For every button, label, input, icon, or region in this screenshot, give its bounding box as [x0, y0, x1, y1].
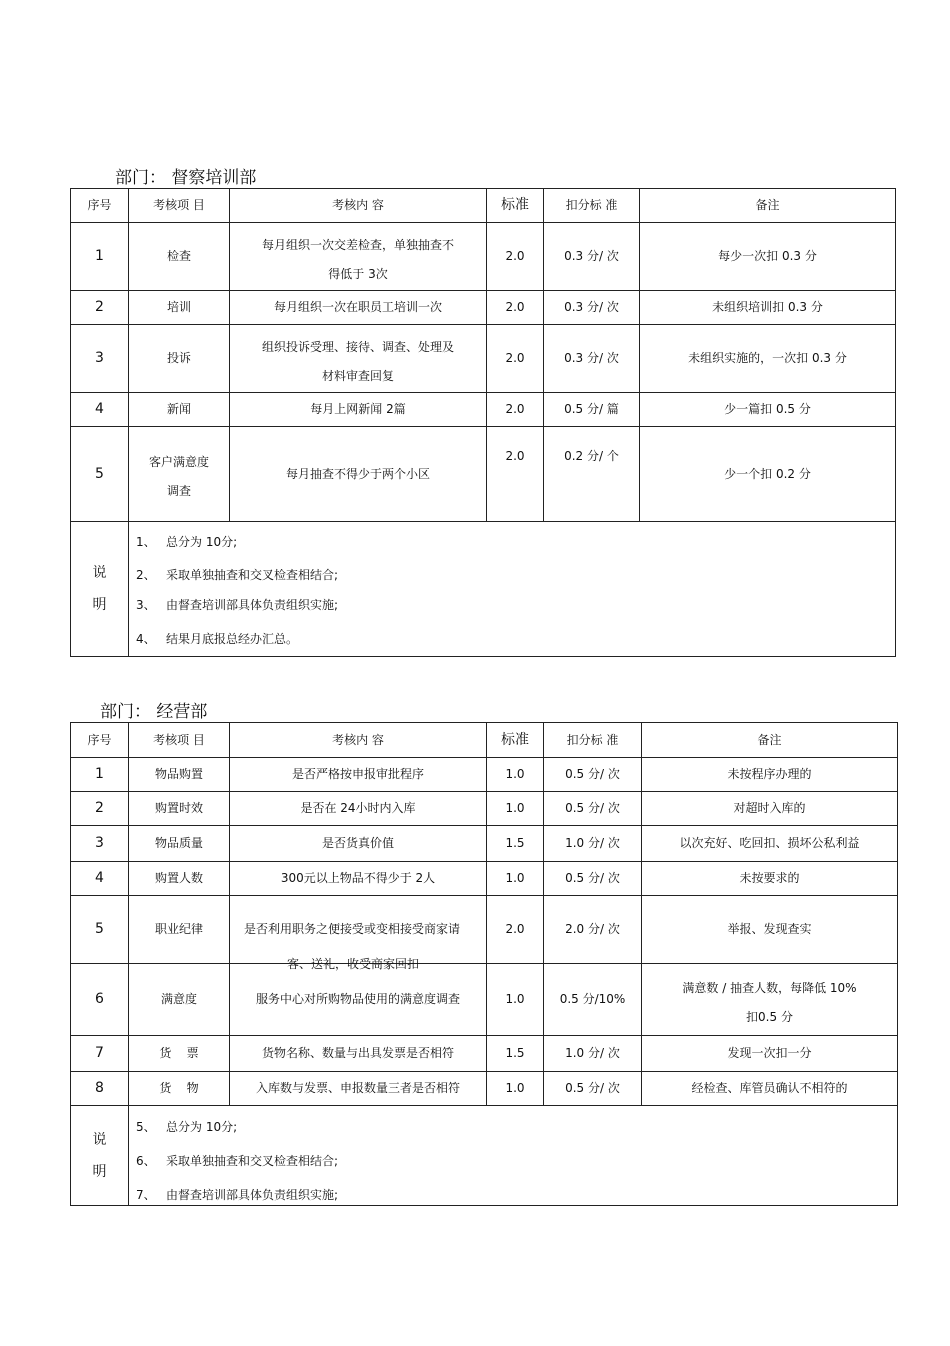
row-content — [230, 896, 487, 964]
row-deduct: 0.3 分/ 次 — [544, 291, 640, 325]
row-content: 每月上网新闻 2篇 — [230, 393, 487, 427]
header-deduct: 扣分标 准 — [544, 189, 640, 223]
table-header-row — [71, 189, 896, 223]
row-item: 新闻 — [129, 393, 230, 427]
row-no: 5 — [71, 427, 129, 522]
header-deduct: 扣分标 准 — [544, 723, 642, 758]
row-no: 4 — [71, 862, 129, 896]
header-no: 序号 — [71, 189, 129, 223]
row-no: 1 — [71, 758, 129, 792]
row-deduct: 2.0 分/ 次 — [544, 896, 642, 964]
note-number: 5、 — [136, 1120, 156, 1134]
notes-label — [71, 522, 129, 657]
header-standard: 标准 — [487, 189, 544, 223]
table-row — [71, 1072, 898, 1106]
row-item: 物品购置 — [129, 758, 230, 792]
row-content: 300元以上物品不得少于 2人 — [230, 862, 487, 896]
row-item: 职业纪律 — [129, 896, 230, 964]
note-number: 1、 — [136, 535, 156, 549]
row-no: 2 — [71, 792, 129, 826]
row-content: 每月组织一次在职员工培训一次 — [230, 291, 487, 325]
row-deduct: 0.5 分/ 次 — [544, 758, 642, 792]
row-deduct: 0.5 分/ 次 — [544, 792, 642, 826]
row-item: 检查 — [129, 223, 230, 291]
notes-row — [71, 522, 896, 657]
row-standard: 1.0 — [487, 758, 544, 792]
content-line: 材料审查回复 — [321, 368, 394, 383]
table-row — [71, 325, 896, 393]
content-line: 是否利用职务之便接受或变相接受商家请 — [244, 921, 461, 936]
header-item: 考核项 目 — [129, 723, 230, 758]
row-deduct: 0.2 分/ 个 — [544, 427, 640, 522]
row-content: 每月抽查不得少于两个小区 — [230, 427, 487, 522]
row-remark: 未按程序办理的 — [642, 758, 898, 792]
header-remark: 备注 — [640, 189, 896, 223]
notes-label-char: 说 — [92, 565, 107, 581]
row-deduct: 0.5 分/10% — [544, 964, 642, 1036]
note-text: 结果月底报总经办汇总。 — [166, 632, 299, 646]
notes-content — [129, 1106, 898, 1206]
row-item: 物品质量 — [129, 826, 230, 862]
row-standard: 2.0 — [487, 291, 544, 325]
row-deduct: 0.5 分/ 次 — [544, 862, 642, 896]
note-line — [129, 1154, 897, 1188]
table-row — [71, 1036, 898, 1072]
row-no: 2 — [71, 291, 129, 325]
header-standard: 标准 — [487, 723, 544, 758]
row-standard: 1.0 — [487, 792, 544, 826]
table-row — [71, 223, 896, 291]
row-remark: 未组织实施的，一次扣 0.3 分 — [640, 325, 896, 393]
row-no: 8 — [71, 1072, 129, 1106]
table-header-row — [71, 723, 898, 758]
row-standard: 1.5 — [487, 1036, 544, 1072]
row-no: 7 — [71, 1036, 129, 1072]
section1-table — [70, 188, 896, 657]
row-content: 是否严格按申报审批程序 — [230, 758, 487, 792]
header-content: 考核内 容 — [230, 189, 487, 223]
table-row — [71, 758, 898, 792]
row-no: 3 — [71, 325, 129, 393]
row-standard: 2.0 — [487, 223, 544, 291]
note-number: 3、 — [136, 598, 156, 612]
note-line — [129, 568, 895, 598]
content-line: 组织投诉受理、接待、调查、处理及 — [261, 339, 454, 354]
table-row — [71, 393, 896, 427]
row-deduct: 1.0 分/ 次 — [544, 826, 642, 862]
note-line — [129, 1188, 897, 1202]
content-line: 得低于 3次 — [328, 266, 388, 281]
row-item: 购置人数 — [129, 862, 230, 896]
row-deduct: 0.3 分/ 次 — [544, 223, 640, 291]
row-remark: 未按要求的 — [642, 862, 898, 896]
note-text: 总分为 10分; — [166, 535, 238, 549]
note-number: 2、 — [136, 568, 156, 582]
row-deduct: 0.5 分/ 次 — [544, 1072, 642, 1106]
remark-line: 满意数 / 抽查人数，每降低 10% — [682, 980, 857, 995]
table-row — [71, 964, 898, 1036]
content-line: 每月组织一次交差检查，单独抽查不 — [261, 237, 454, 252]
row-remark: 对超时入库的 — [642, 792, 898, 826]
table-row — [71, 826, 898, 862]
note-number: 7、 — [136, 1188, 156, 1202]
row-no: 3 — [71, 826, 129, 862]
notes-content — [129, 522, 896, 657]
row-content: 是否货真价值 — [230, 826, 487, 862]
item-line: 客户满意度 — [148, 455, 209, 469]
row-no: 5 — [71, 896, 129, 964]
notes-label-char: 明 — [92, 1163, 107, 1180]
note-text: 采取单独抽查和交叉检查相结合; — [166, 1154, 339, 1168]
notes-label-char: 说 — [92, 1131, 107, 1148]
row-content — [230, 325, 487, 393]
notes-row — [71, 1106, 898, 1206]
row-standard: 2.0 — [487, 896, 544, 964]
note-line — [129, 535, 895, 568]
row-deduct: 0.5 分/ 篇 — [544, 393, 640, 427]
row-content: 货物名称、数量与出具发票是否相符 — [230, 1036, 487, 1072]
row-standard: 2.0 — [487, 427, 544, 522]
notes-label — [71, 1106, 129, 1206]
note-text: 总分为 10分; — [166, 1120, 238, 1134]
row-remark: 少一篇扣 0.5 分 — [640, 393, 896, 427]
row-standard: 1.5 — [487, 826, 544, 862]
note-number: 6、 — [136, 1154, 156, 1168]
row-remark: 举报、发现查实 — [642, 896, 898, 964]
row-item: 购置时效 — [129, 792, 230, 826]
table-row — [71, 792, 898, 826]
row-deduct: 1.0 分/ 次 — [544, 1036, 642, 1072]
note-number: 4、 — [136, 632, 156, 646]
row-no: 6 — [71, 964, 129, 1036]
row-remark: 每少一次扣 0.3 分 — [640, 223, 896, 291]
row-deduct: 0.3 分/ 次 — [544, 325, 640, 393]
notes-label-char: 明 — [92, 597, 107, 613]
table-row — [71, 291, 896, 325]
row-content: 服务中心对所购物品使用的满意度调查 — [230, 964, 487, 1036]
row-item: 货 票 — [129, 1036, 230, 1072]
row-remark: 少一个扣 0.2 分 — [640, 427, 896, 522]
note-text: 由督查培训部具体负责组织实施; — [166, 598, 339, 612]
row-standard: 1.0 — [487, 964, 544, 1036]
row-content: 是否在 24小时内入库 — [230, 792, 487, 826]
row-item: 培训 — [129, 291, 230, 325]
header-item: 考核项 目 — [129, 189, 230, 223]
row-item — [129, 427, 230, 522]
table-row — [71, 896, 898, 964]
header-remark: 备注 — [642, 723, 898, 758]
overflow-content-line: 客、送礼，收受商家回扣 — [287, 957, 420, 971]
note-text: 采取单独抽查和交叉检查相结合; — [166, 568, 339, 582]
row-remark: 未组织培训扣 0.3 分 — [640, 291, 896, 325]
header-content: 考核内 容 — [230, 723, 487, 758]
row-item: 货 物 — [129, 1072, 230, 1106]
row-content — [230, 223, 487, 291]
remark-line: 扣0.5 分 — [746, 1009, 793, 1024]
row-standard: 2.0 — [487, 393, 544, 427]
header-no: 序号 — [71, 723, 129, 758]
row-remark: 以次充好、吃回扣、损坏公私利益 — [642, 826, 898, 862]
row-remark: 发现一次扣一分 — [642, 1036, 898, 1072]
table-row — [71, 862, 898, 896]
row-standard: 1.0 — [487, 1072, 544, 1106]
row-item: 投诉 — [129, 325, 230, 393]
row-content: 入库数与发票、申报数量三者是否相符 — [230, 1072, 487, 1106]
table-row — [71, 427, 896, 522]
row-standard: 1.0 — [487, 862, 544, 896]
note-line — [129, 598, 895, 632]
row-standard: 2.0 — [487, 325, 544, 393]
row-no: 4 — [71, 393, 129, 427]
row-remark: 经检查、库管员确认不相符的 — [642, 1072, 898, 1106]
note-text: 由督查培训部具体负责组织实施; — [166, 1188, 339, 1202]
note-line — [129, 1120, 897, 1154]
section1-title: 部门： 督察培训部 — [115, 168, 257, 188]
item-line: 调查 — [166, 484, 191, 498]
note-line — [129, 632, 895, 646]
row-remark — [642, 964, 898, 1036]
row-item: 满意度 — [129, 964, 230, 1036]
section2-title: 部门： 经营部 — [100, 702, 208, 722]
row-no: 1 — [71, 223, 129, 291]
section2-table — [70, 722, 898, 1206]
